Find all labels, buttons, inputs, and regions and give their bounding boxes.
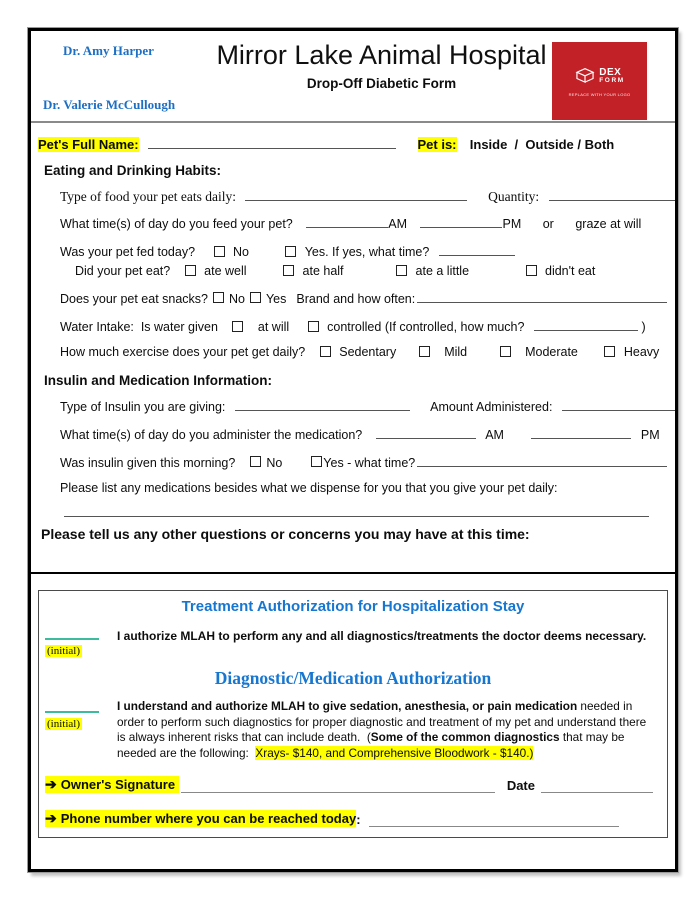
signature-label-wrap bbox=[45, 776, 179, 793]
or-label: or bbox=[542, 217, 554, 231]
arrow-right-icon: ➔ bbox=[45, 776, 57, 792]
blank-water-amount[interactable] bbox=[534, 318, 638, 331]
section-divider bbox=[31, 572, 675, 574]
food-row bbox=[60, 188, 669, 205]
blank-insulin-type[interactable] bbox=[235, 398, 410, 411]
phone-label-wrap bbox=[45, 810, 356, 827]
form-page bbox=[28, 28, 678, 872]
pet-name-row bbox=[38, 136, 669, 152]
did-eat-label: Did your pet eat? bbox=[75, 264, 171, 278]
doctor-name-2: Dr. Valerie McCullough bbox=[43, 97, 176, 112]
blank-initial-1[interactable] bbox=[45, 632, 99, 640]
checkbox-ate-half[interactable] bbox=[283, 265, 294, 276]
signature-label: Owner's Signature bbox=[60, 777, 176, 792]
checkbox-didnt-eat[interactable] bbox=[526, 265, 537, 276]
box-icon bbox=[574, 66, 596, 88]
meds-label: Please list any medications besides what we dispense for you that you give your pet daily: bbox=[60, 481, 558, 495]
blank-feed-pm[interactable] bbox=[420, 215, 502, 228]
blank-fed-time[interactable] bbox=[439, 243, 515, 256]
blank-date[interactable] bbox=[541, 780, 653, 793]
insulin-given-row bbox=[60, 454, 669, 470]
blank-admin-am[interactable] bbox=[376, 426, 476, 439]
authorize-row bbox=[45, 626, 657, 659]
feed-time-row bbox=[60, 215, 669, 231]
blank-brand[interactable] bbox=[417, 290, 667, 303]
snacks-label: Does your pet eat snacks? bbox=[60, 292, 208, 306]
blank-feed-am[interactable] bbox=[306, 215, 388, 228]
admin-pm-label: PM bbox=[640, 428, 660, 442]
sedentary-label: Sedentary bbox=[339, 345, 397, 359]
pet-name-label: Pet's Full Name: bbox=[38, 137, 139, 152]
water-close-paren: ) bbox=[641, 320, 646, 334]
checkbox-moderate[interactable] bbox=[500, 346, 511, 357]
did-eat-row bbox=[75, 264, 669, 278]
blank-meds-list[interactable] bbox=[64, 504, 649, 517]
checkbox-snacks-no[interactable] bbox=[213, 292, 224, 303]
checkbox-sedentary[interactable] bbox=[320, 346, 331, 357]
phone-row bbox=[45, 810, 653, 827]
insulin-no-label: No bbox=[266, 456, 283, 470]
feed-time-label: What time(s) of day do you feed your pet? bbox=[60, 217, 293, 231]
checkbox-insulin-yes[interactable] bbox=[311, 456, 322, 467]
blank-amount[interactable] bbox=[562, 398, 678, 411]
para-highlight-fees: Xrays- $140, and Comprehensive Bloodwork - $140.) bbox=[255, 745, 534, 760]
ate-half-label: ate half bbox=[302, 264, 344, 278]
blank-food-type[interactable] bbox=[245, 188, 467, 201]
checkbox-water-controlled[interactable] bbox=[308, 321, 319, 332]
blank-initial-2[interactable] bbox=[45, 705, 99, 713]
snacks-yes-label: Yes bbox=[265, 292, 287, 306]
diagnostic-auth-title: Diagnostic/Medication Authorization bbox=[214, 668, 492, 688]
blank-signature[interactable] bbox=[181, 780, 495, 793]
insulin-given-label: Was insulin given this morning? bbox=[60, 456, 236, 470]
admin-time-label: What time(s) of day do you administer the medication? bbox=[60, 428, 363, 442]
header-titles bbox=[211, 31, 552, 121]
logo-wordmark bbox=[599, 68, 625, 85]
checkbox-ate-little[interactable] bbox=[396, 265, 407, 276]
hospital-title: Mirror Lake Animal Hospital bbox=[216, 40, 547, 70]
phone-colon: : bbox=[356, 812, 361, 827]
authorization-box bbox=[38, 590, 668, 838]
graze-label: graze at will bbox=[575, 217, 642, 231]
quantity-label: Quantity: bbox=[488, 189, 540, 204]
form-subtitle: Drop-Off Diabetic Form bbox=[306, 76, 457, 91]
doctor-name-1: Dr. Amy Harper bbox=[63, 43, 154, 58]
mild-label: Mild bbox=[444, 345, 468, 359]
date-label: Date bbox=[506, 778, 535, 793]
exercise-row bbox=[60, 345, 669, 359]
logo-text-bottom: FORM bbox=[599, 77, 625, 85]
blank-pet-name[interactable] bbox=[148, 136, 396, 149]
initial-label-2: (initial) bbox=[47, 718, 80, 730]
checkbox-snacks-yes[interactable] bbox=[250, 292, 261, 303]
blank-phone[interactable] bbox=[369, 814, 619, 827]
water-label: Water Intake: Is water given bbox=[60, 320, 218, 334]
phone-label: Phone number where you can be reached today bbox=[60, 811, 357, 826]
para-reg-1: needed in order to perform such diagnostics for proper diagnostic and treatment of my pet and understand there is always inherent risks that can include death. ( bbox=[117, 699, 650, 744]
questions-label: Please tell us any other questions or concerns you may have at this time: bbox=[41, 526, 530, 542]
insulin-yes-label: Yes - what time? bbox=[323, 456, 416, 470]
snacks-no-label: No bbox=[229, 292, 245, 306]
signature-row bbox=[45, 776, 653, 793]
para-bold-2: Some of the common diagnostics bbox=[370, 730, 560, 744]
checkbox-ate-well[interactable] bbox=[185, 265, 196, 276]
doctor-names bbox=[31, 31, 211, 121]
checkbox-heavy[interactable] bbox=[604, 346, 615, 357]
pet-is-options[interactable]: Inside / Outside / Both bbox=[469, 137, 615, 152]
section-eating-habits: Eating and Drinking Habits: bbox=[44, 163, 222, 178]
insulin-type-row bbox=[60, 398, 669, 414]
form-header bbox=[31, 31, 675, 123]
heavy-label: Heavy bbox=[623, 345, 660, 359]
para-bold-1: I understand and authorize MLAH to give sedation, anesthesia, or pain medication bbox=[117, 699, 578, 713]
logo-tagline: REPLACE WITH YOUR LOGO bbox=[568, 91, 631, 97]
blank-insulin-time[interactable] bbox=[417, 454, 667, 467]
blank-admin-pm[interactable] bbox=[531, 426, 631, 439]
arrow-right-icon-2: ➔ bbox=[45, 810, 57, 826]
sedation-paragraph bbox=[107, 699, 657, 761]
checkbox-mild[interactable] bbox=[419, 346, 430, 357]
am-label: AM bbox=[388, 217, 407, 231]
ate-little-label: ate a little bbox=[415, 264, 470, 278]
treatment-auth-title: Treatment Authorization for Hospitalization Stay bbox=[181, 598, 525, 615]
fed-today-row bbox=[60, 243, 669, 259]
water-row bbox=[60, 318, 669, 334]
logo-text-top: DEX bbox=[599, 66, 622, 78]
initial-block-1 bbox=[45, 626, 107, 659]
fed-no-label: No bbox=[233, 245, 249, 259]
insulin-type-label: Type of Insulin you are giving: bbox=[60, 400, 226, 414]
section-insulin: Insulin and Medication Information: bbox=[44, 373, 272, 388]
initial-label-1: (initial) bbox=[47, 645, 80, 657]
authorize-text: I authorize MLAH to perform any and all diagnostics/treatments the doctor deems necessary. bbox=[117, 629, 647, 643]
blank-quantity[interactable] bbox=[549, 188, 675, 201]
sedation-row bbox=[45, 699, 657, 761]
para-reg-2: that may be needed are the following: bbox=[117, 730, 628, 760]
brand-label: Brand and how often: bbox=[296, 292, 416, 306]
checkbox-fed-no[interactable] bbox=[214, 246, 225, 257]
snacks-row bbox=[60, 290, 669, 306]
fed-yes-label: Yes. If yes, what time? bbox=[304, 245, 430, 259]
admin-am-label: AM bbox=[485, 428, 504, 442]
exercise-label: How much exercise does your pet get daily? bbox=[60, 345, 306, 359]
water-at-will-label: at will bbox=[257, 320, 290, 334]
dexform-logo bbox=[552, 42, 647, 120]
water-controlled-label: controlled (If controlled, how much? bbox=[327, 320, 525, 334]
food-label: Type of food your pet eats daily: bbox=[60, 189, 237, 204]
checkbox-water-at-will[interactable] bbox=[232, 321, 243, 332]
checkbox-insulin-no[interactable] bbox=[250, 456, 261, 467]
fed-today-label: Was your pet fed today? bbox=[60, 245, 196, 259]
checkbox-fed-yes[interactable] bbox=[285, 246, 296, 257]
meds-label-row bbox=[60, 481, 669, 495]
pm-label: PM bbox=[502, 217, 522, 231]
didnt-eat-label: didn't eat bbox=[545, 264, 596, 278]
moderate-label: Moderate bbox=[525, 345, 578, 359]
amount-label: Amount Administered: bbox=[430, 400, 553, 414]
pet-is-label: Pet is: bbox=[417, 137, 457, 152]
admin-time-row bbox=[60, 426, 669, 442]
meds-line-row bbox=[64, 504, 669, 520]
ate-well-label: ate well bbox=[204, 264, 247, 278]
initial-block-2 bbox=[45, 699, 107, 761]
